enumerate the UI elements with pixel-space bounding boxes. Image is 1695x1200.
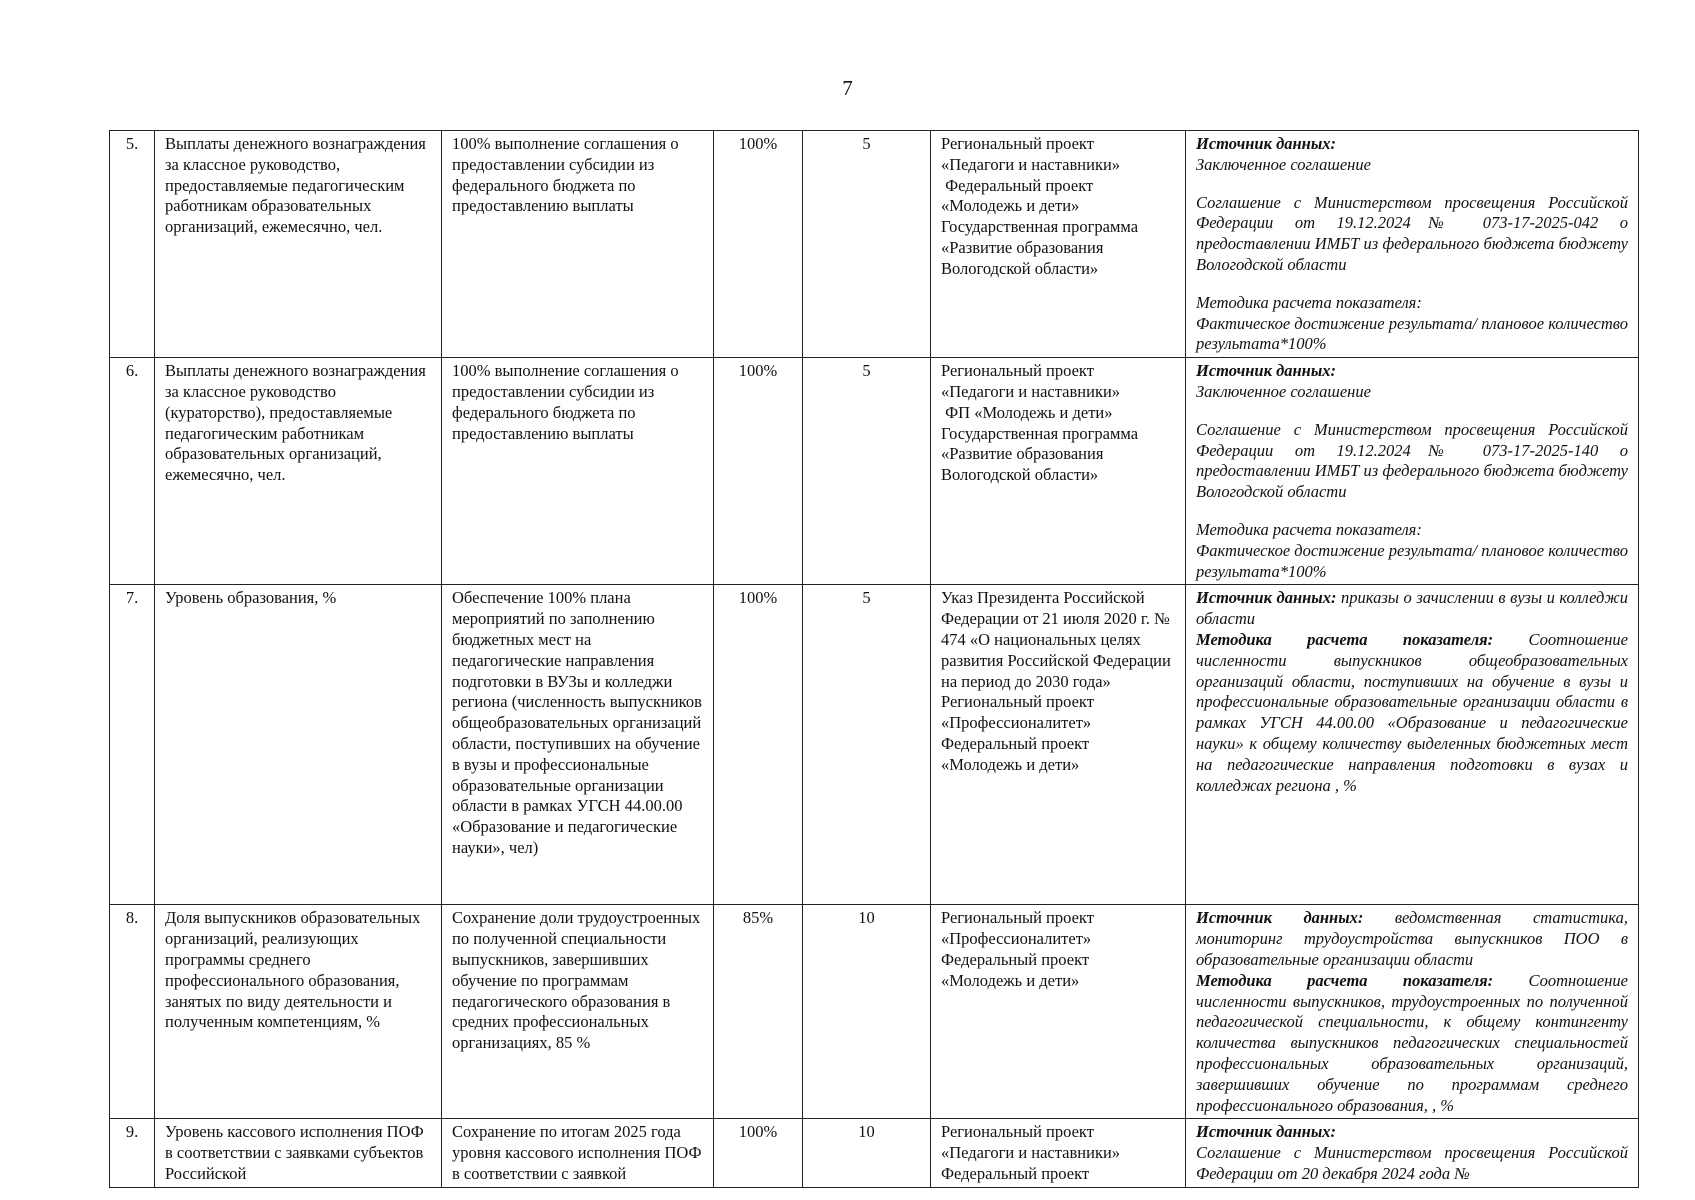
- project-line: Федеральный проект: [941, 733, 1090, 753]
- page-number: 7: [842, 76, 853, 100]
- indicator-name: Выплаты денежного вознаграждения за классное руководство (кураторство), предоставляемые педагогическим работникам образовательных организаций, ежемесячно, чел.: [155, 358, 442, 585]
- method-label: Методика расчета показателя:: [1196, 629, 1494, 649]
- target-value: 100%: [714, 1119, 803, 1187]
- projects: [931, 1119, 1186, 1187]
- points: 5: [803, 131, 931, 358]
- row-number: 5.: [110, 131, 155, 358]
- project-line: Федеральный проект: [941, 1163, 1090, 1183]
- method-text: Соотношение численности выпускников общеобразовательных организаций области, поступивших на обучение в вузы и профессиональные образовательные организации области в рамках УГСН 44.00.00 «Образование и педагогические науки» к общему количеству выделенных бюджетных мест на педагогические направления подготовки в вузах и колледжах региона , %: [1196, 629, 1628, 795]
- method-text: Фактическое достижение результата/ плановое количество результата*100%: [1196, 540, 1628, 581]
- project-line: Вологодской области»: [941, 465, 1099, 485]
- expected-result: Обеспечение 100% плана мероприятий по заполнению бюджетных мест на педагогические направления подготовки в ВУЗы и колледжи региона (численность выпускников общеобразовательных организаций области, поступивших на обучение в вузы и профессиональные образовательные организации области в рамках УГСН 44.00.00 «Образование и педагогические науки», чел): [442, 585, 714, 905]
- project-line: «Педагоги и наставники»: [941, 1143, 1121, 1163]
- source-label: Источник данных:: [1196, 134, 1337, 153]
- project-line: «Педагоги и наставники»: [941, 154, 1121, 174]
- target-value: 100%: [714, 585, 803, 905]
- data-source: [1186, 585, 1639, 905]
- project-line: Региональный проект: [941, 908, 1094, 928]
- expected-result: Сохранение доли трудоустроенных по полученной специальности выпускников, завершивших обучение по программам педагогического образования в средних профессиональных организациях, 85 %: [442, 905, 714, 1119]
- target-value: 85%: [714, 905, 803, 1119]
- method-text: Фактическое достижение результата/ плановое количество результата*100%: [1196, 313, 1628, 354]
- project-line: «Развитие образования: [941, 444, 1104, 464]
- source-text: ведомственная статистика, мониторинг трудоустройства выпускников ПОО в образовательные организации области: [1196, 908, 1628, 969]
- projects: [931, 585, 1186, 905]
- project-line: «Педагоги и наставники»: [941, 381, 1121, 401]
- data-source: [1186, 905, 1639, 1119]
- source-label: Источник данных:: [1196, 588, 1337, 608]
- method-label: Методика расчета показателя:: [1196, 292, 1422, 312]
- row-number: 6.: [110, 358, 155, 585]
- project-line: Региональный проект: [941, 361, 1094, 381]
- project-line: ФП «Молодежь и дети»: [941, 402, 1113, 422]
- points: 10: [803, 1119, 931, 1187]
- points: 10: [803, 905, 931, 1119]
- project-line: Федеральный проект: [941, 949, 1090, 969]
- target-value: 100%: [714, 358, 803, 585]
- indicator-name: Уровень образования, %: [155, 585, 442, 905]
- indicator-name: Выплаты денежного вознаграждения за классное руководство, предоставляемые педагогическим работникам образовательных организаций, ежемесячно, чел.: [155, 131, 442, 358]
- source-label: Источник данных:: [1196, 908, 1364, 928]
- method-text: Соотношение численности выпускников, трудоустроенных по полученной педагогической специальности, к общему контингенту количества выпускников педагогических специальностей профессиональных образовательных организаций, завершивших обучение по программам среднего профессионального образования, , %: [1196, 970, 1628, 1115]
- expected-result: Сохранение по итогам 2025 года уровня кассового исполнения ПОФ в соответствии с заявкой: [442, 1119, 714, 1187]
- method-label: Методика расчета показателя:: [1196, 519, 1422, 539]
- points: 5: [803, 585, 931, 905]
- project-line: Региональный проект: [941, 1122, 1094, 1142]
- projects: [931, 131, 1186, 358]
- project-line: Вологодской области»: [941, 258, 1099, 278]
- table-row: [110, 358, 1639, 585]
- row-number: 7.: [110, 585, 155, 905]
- points: 5: [803, 358, 931, 585]
- projects: [931, 358, 1186, 585]
- method-label: Методика расчета показателя:: [1196, 970, 1494, 990]
- project-line: Указ Президента Российской Федерации от 21 июля 2020 г. № 474 «О национальных целях развития Российской Федерации на период до 2030 года»: [941, 588, 1171, 691]
- projects: [931, 905, 1186, 1119]
- agreement-text: Соглашение с Министерством просвещения Российской Федерации от 20 декабря 2024 года №: [1196, 1143, 1628, 1183]
- table-row: [110, 585, 1639, 905]
- data-source: [1186, 131, 1639, 358]
- row-number: 9.: [110, 1119, 155, 1187]
- project-line: «Профессионалитет»: [941, 929, 1092, 949]
- project-line: Региональный проект: [941, 692, 1094, 712]
- data-source: [1186, 1119, 1639, 1187]
- indicator-name: Доля выпускников образовательных организаций, реализующих программы среднего профессионального образования, занятых по виду деятельности и полученным компетенциям, %: [155, 905, 442, 1119]
- indicator-name: Уровень кассового исполнения ПОФ в соответствии с заявками субъектов Российской: [155, 1119, 442, 1187]
- project-line: Региональный проект: [941, 134, 1094, 153]
- indicators-table: [109, 130, 1639, 1188]
- project-line: Государственная программа: [941, 423, 1139, 443]
- project-line: Федеральный проект: [941, 175, 1094, 195]
- project-line: Государственная программа: [941, 217, 1139, 237]
- project-line: «Молодежь и дети»: [941, 970, 1080, 990]
- agreement-text: Соглашение с Министерством просвещения Российской Федерации от 19.12.2024№ 073-17-2025-042 о предоставлении ИМБТ из федерального бюджета бюджету Вологодской области: [1196, 192, 1628, 274]
- table-row: [110, 1119, 1639, 1187]
- project-line: «Молодежь и дети»: [941, 196, 1080, 216]
- agreement-text: Соглашение с Министерством просвещения Российской Федерации от 19.12.2024№ 073-17-2025-140 о предоставлении ИМБТ из федерального бюджета бюджету Вологодской области: [1196, 419, 1628, 502]
- table-row: [110, 131, 1639, 358]
- source-label: Источник данных:: [1196, 1122, 1337, 1142]
- project-line: «Молодежь и дети»: [941, 754, 1080, 774]
- data-source: [1186, 358, 1639, 585]
- expected-result: 100% выполнение соглашения о предоставлении субсидии из федерального бюджета по предоставлению выплаты: [442, 358, 714, 585]
- target-value: 100%: [714, 131, 803, 358]
- source-text: приказы о зачислении в вузы и колледжи области: [1196, 588, 1628, 629]
- row-number: 8.: [110, 905, 155, 1119]
- source-text: Заключенное соглашение: [1196, 381, 1371, 401]
- project-line: «Развитие образования: [941, 237, 1104, 257]
- source-text: Заключенное соглашение: [1196, 154, 1371, 174]
- source-label: Источник данных:: [1196, 361, 1337, 381]
- table-row: [110, 905, 1639, 1119]
- expected-result: 100% выполнение соглашения о предоставлении субсидии из федерального бюджета по предоставлению выплаты: [442, 131, 714, 358]
- project-line: «Профессионалитет»: [941, 713, 1092, 733]
